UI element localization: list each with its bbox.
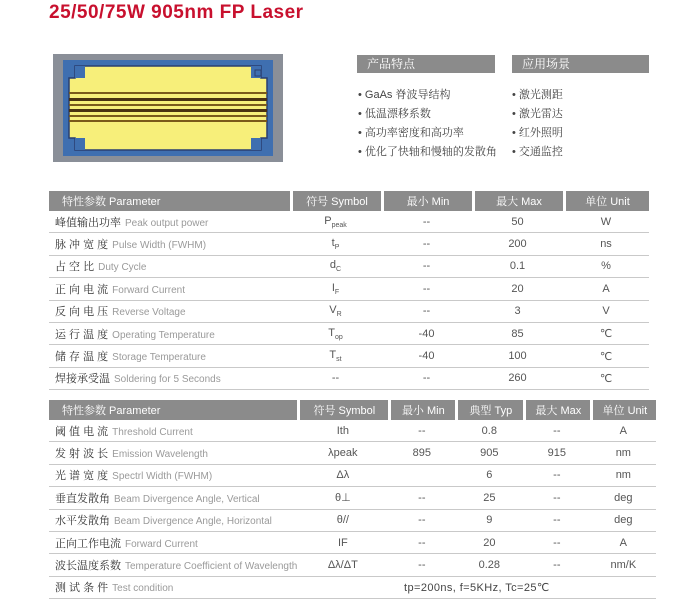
column-header: 典型 Typ [455,400,523,420]
column-header: 最小 Min [381,191,472,211]
typ-cell: 9 [455,510,523,532]
max-cell: -- [523,532,590,554]
min-cell: -- [381,211,472,233]
row-label [49,420,297,442]
row-label [49,465,297,487]
min-cell: -- [381,278,472,300]
min-cell: -- [381,368,472,390]
symbol-cell [290,345,381,367]
row-label-en: Temperature Coefficient of Wavelength [125,561,298,573]
symbol-text: I [331,281,335,294]
min-cell: 895 [388,442,455,464]
row-label [49,554,297,576]
max-cell: 20 [472,278,563,300]
max-cell: -- [523,510,590,532]
symbol-cell: IF [297,532,388,554]
symbol-subscript: op [334,333,343,341]
symbol-subscript: C [336,266,342,274]
table-row [49,368,649,390]
table-row [49,345,649,367]
row-label [49,442,297,464]
typ-cell: 0.8 [455,420,523,442]
row-label-cn: 运 行 温 度 [55,328,109,341]
symbol-subscript: P [334,244,340,252]
symbol-cell: Ith [297,420,388,442]
symbol-subscript: R [336,311,342,319]
row-label-cn: 波长温度系数 [55,560,121,573]
row-label [49,233,290,255]
max-cell: 100 [472,345,563,367]
row-label-cn: 正向工作电流 [55,537,121,550]
row-label [49,487,297,509]
table-header-row [49,400,656,420]
row-label-en: Pulse Width (FWHM) [112,240,207,252]
max-cell: 915 [523,442,590,464]
symbol-text: T [328,326,335,339]
list-item: • 红外照明 [512,127,563,139]
unit-cell: A [590,532,656,554]
row-label-cn: 光 谱 宽 度 [55,470,109,483]
row-label-cn: 占 空 比 [55,261,95,274]
min-cell: -- [388,487,455,509]
row-label [49,368,290,390]
row-label-en: Peak output power [125,217,209,229]
unit-cell: deg [590,487,656,509]
list-item: • 高功率密度和高功率 [358,127,464,139]
symbol-text: T [329,348,337,361]
row-label-en: Storage Temperature [112,352,206,364]
row-label [49,345,290,367]
unit-cell: V [563,301,649,323]
row-label-en: Duty Cycle [98,262,147,274]
typ-cell: 905 [455,442,523,464]
max-cell: -- [523,554,590,576]
applications-list [512,86,563,162]
min-cell: -- [388,532,455,554]
list-item: • GaAs 脊波导结构 [358,89,451,101]
test-condition-value: tp=200ns, f=5KHz, Tc=25℃ [297,577,656,599]
row-label-cn: 反 向 电 压 [55,306,109,319]
unit-cell: ℃ [563,345,649,367]
unit-cell: % [563,256,649,278]
symbol-cell: θ// [297,510,388,532]
unit-cell: ℃ [563,323,649,345]
row-label [49,577,297,599]
min-cell: -40 [381,345,472,367]
min-cell: -- [388,420,455,442]
table-row [49,532,656,554]
row-label-cn: 测 试 条 件 [55,582,109,595]
row-label [49,323,290,345]
unit-cell: W [563,211,649,233]
column-header: 最大 Max [472,191,563,211]
applications-header: 应用场景 [512,55,649,73]
row-label-en: Threshold Current [112,426,193,438]
symbol-cell [290,278,381,300]
row-label-cn: 峰值输出功率 [55,216,121,229]
row-label-cn: 水平发散角 [55,515,110,528]
row-label-en: Test condition [112,583,174,595]
row-label-cn: 正 向 电 流 [55,283,109,296]
list-item: • 低温漂移系数 [358,108,431,120]
row-label [49,510,297,532]
list-item: • 激光雷达 [512,108,563,120]
row-label-en: Forward Current [125,538,198,550]
table-row [49,211,649,233]
list-item: • 激光测距 [512,89,563,101]
row-label [49,301,290,323]
row-label-en: Spectrl Width (FWHM) [112,471,213,483]
row-label-en: Soldering for 5 Seconds [114,374,221,386]
max-cell: 260 [472,368,563,390]
symbol-cell [290,323,381,345]
row-label-en: Forward Current [112,284,185,296]
table-row [49,278,649,300]
row-label-cn: 储 存 温 度 [55,351,109,364]
symbol-text: -- [331,372,340,385]
max-cell: -- [523,465,590,487]
max-cell: 3 [472,301,563,323]
table-row [49,301,649,323]
symbol-cell [290,233,381,255]
row-label-cn: 垂直发散角 [55,492,110,505]
test-condition-row [49,577,656,599]
row-label-en: Beam Divergence Angle, Vertical [114,493,260,505]
min-cell: -- [381,301,472,323]
symbol-text: d [329,259,337,272]
unit-cell: nm [590,465,656,487]
min-cell: -- [381,256,472,278]
list-item: • 优化了快轴和慢轴的发散角 [358,146,497,158]
column-header: 最小 Min [388,400,455,420]
row-label [49,278,290,300]
row-label-en: Operating Temperature [112,329,215,341]
min-cell: -- [388,510,455,532]
symbol-cell [290,211,381,233]
symbol-subscript: peak [331,221,347,229]
table-row [49,233,649,255]
max-cell: 0.1 [472,256,563,278]
column-header: 单位 Unit [563,191,649,211]
row-label [49,256,290,278]
table-row [49,465,656,487]
laser-chip-image [53,54,283,162]
unit-cell: A [563,278,649,300]
features-list [358,86,497,162]
min-cell: -40 [381,323,472,345]
column-header: 单位 Unit [590,400,656,420]
max-cell: -- [523,487,590,509]
row-label-cn: 脉 冲 宽 度 [55,239,109,252]
row-label [49,211,290,233]
symbol-text: V [329,304,337,317]
symbol-cell [290,301,381,323]
max-cell: -- [523,420,590,442]
table-row [49,487,656,509]
typ-cell: 0.28 [455,554,523,576]
unit-cell: ℃ [563,368,649,390]
page-title: 25/50/75W 905nm FP Laser [49,2,304,23]
row-label-en: Beam Divergence Angle, Horizontal [114,516,272,528]
min-cell: -- [388,554,455,576]
max-cell: 200 [472,233,563,255]
unit-cell: deg [590,510,656,532]
unit-cell: nm/K [590,554,656,576]
table-header-row [49,191,649,211]
max-cell: 50 [472,211,563,233]
typ-cell: 25 [455,487,523,509]
symbol-text: P [324,214,332,227]
min-cell: -- [381,233,472,255]
characteristics-table [49,400,656,599]
column-header: 最大 Max [523,400,590,420]
symbol-subscript: st [336,356,342,364]
unit-cell: nm [590,442,656,464]
column-header: 特性参数 Parameter [49,191,290,211]
symbol-cell [290,368,381,390]
symbol-cell: λpeak [297,442,388,464]
table-row [49,256,649,278]
row-label-en: Reverse Voltage [112,307,186,319]
features-header: 产品特点 [357,55,495,73]
symbol-cell [290,256,381,278]
row-label-cn: 阈 值 电 流 [55,425,109,438]
table-row [49,420,656,442]
table-row [49,554,656,576]
column-header: 符号 Symbol [297,400,388,420]
row-label-en: Emission Wavelength [112,449,208,461]
unit-cell: A [590,420,656,442]
row-label-cn: 焊接承受温 [55,373,110,386]
typ-cell: 6 [455,465,523,487]
row-label [49,532,297,554]
table-row [49,510,656,532]
list-item: • 交通监控 [512,146,563,158]
unit-cell: ns [563,233,649,255]
table-row [49,442,656,464]
ratings-table [49,191,649,390]
max-cell: 85 [472,323,563,345]
symbol-text: t [331,236,335,249]
table-row [49,323,649,345]
column-header: 特性参数 Parameter [49,400,297,420]
column-header: 符号 Symbol [290,191,381,211]
symbol-cell: Δλ/ΔT [297,554,388,576]
min-cell [388,465,455,487]
symbol-cell: Δλ [297,465,388,487]
typ-cell: 20 [455,532,523,554]
symbol-cell: θ⊥ [297,487,388,509]
symbol-subscript: F [334,288,340,296]
row-label-cn: 发 射 波 长 [55,448,109,461]
